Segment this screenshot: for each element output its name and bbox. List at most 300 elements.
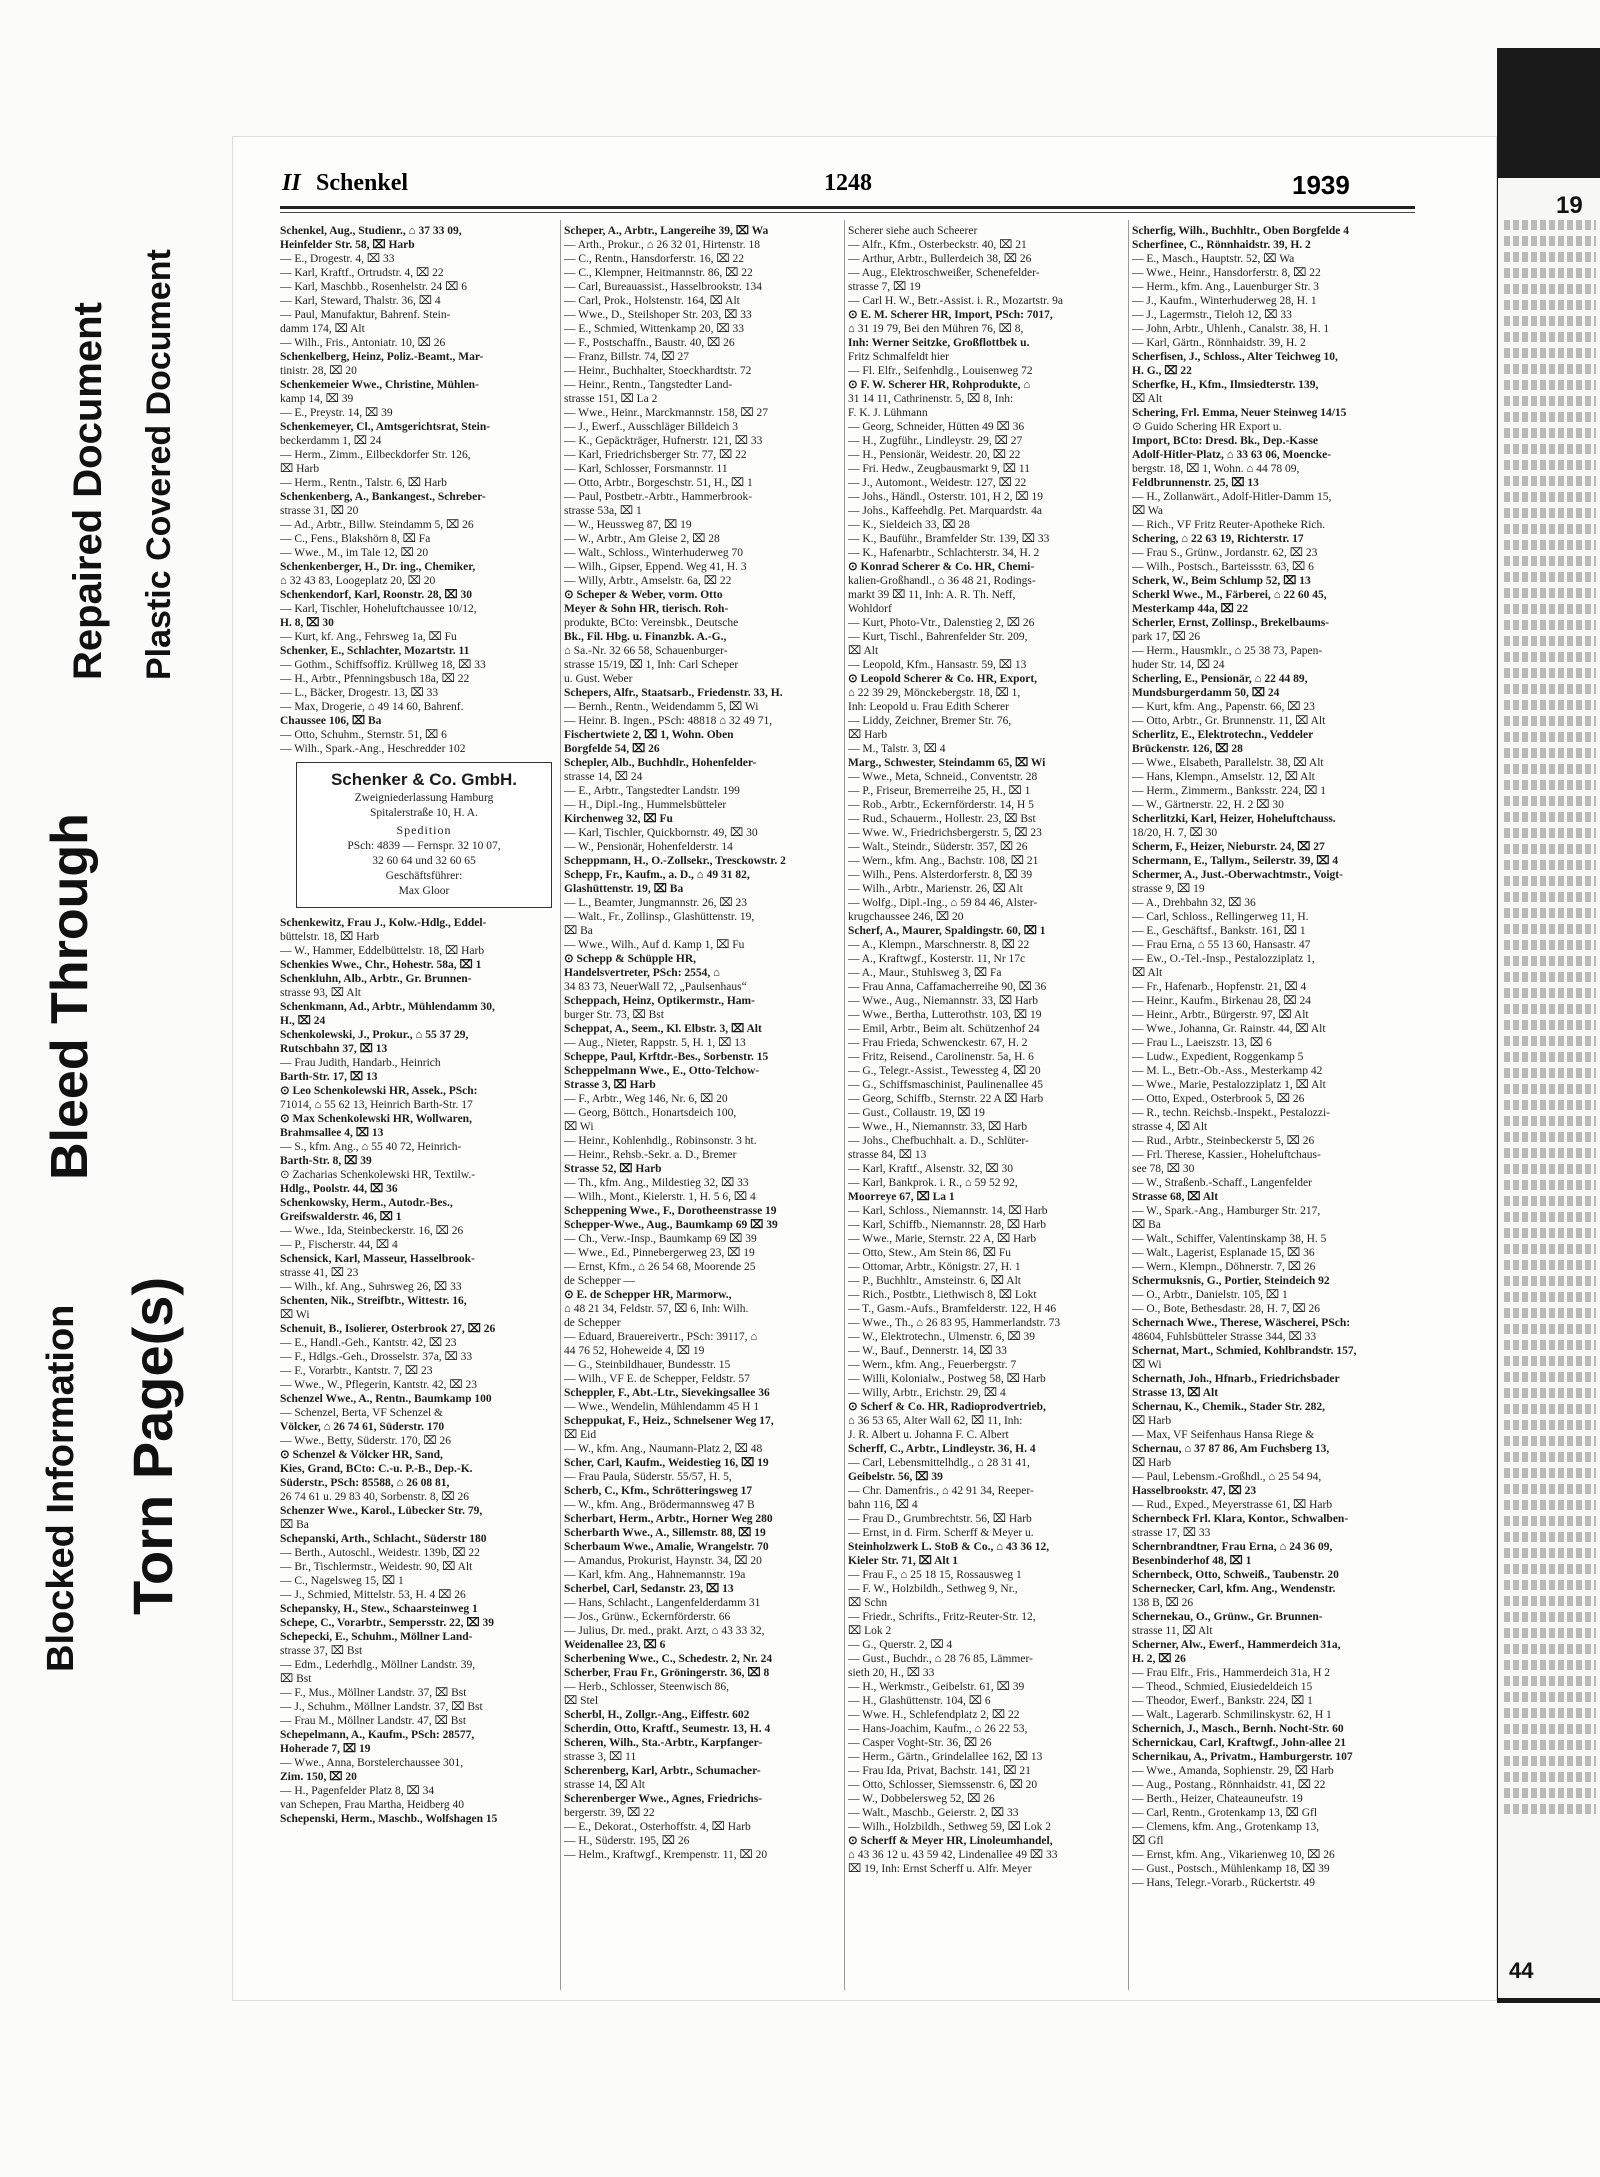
directory-entry-line: ⊙ E. de Schepper HR, Marmorw., (564, 1289, 732, 1301)
directory-entry-line: Schenkelberg, Heinz, Poliz.-Beamt., Mar- (280, 351, 484, 363)
schenker-advertisement (296, 762, 552, 908)
directory-entry-line: — A., Drehbahn 32, ⌧ 36 (1132, 897, 1256, 909)
directory-entry-line: ⊙ Zacharias Schenkolewski HR, Textilw.- (280, 1169, 476, 1181)
directory-entry-line: — Heinr., Rehsb.-Sekr. a. D., Bremer (564, 1149, 737, 1161)
directory-entry-line: Scherer siehe auch Scheerer (848, 225, 978, 237)
directory-entry-line: — Wwe., Johanna, Gr. Rainstr. 44, ⌧ Alt (1132, 1023, 1326, 1035)
directory-entry-line: Schenker, E., Schlachter, Mozartstr. 11 (280, 645, 470, 657)
directory-entry-line: — Liddy, Zeichner, Bremer Str. 76, (848, 715, 1012, 727)
directory-entry-line: Bk., Fil. Hbg. u. Finanzbk. A.-G., (564, 631, 727, 643)
directory-entry-line: krugchaussee 246, ⌧ 20 (848, 911, 964, 923)
directory-entry-line: ⌧ Harb (280, 463, 320, 475)
directory-entry-line: — Hans, Schlacht., Langenfelderdamm 31 (564, 1597, 761, 1609)
directory-entry-line: Schepe, C., Vorarbtr., Sempersstr. 22, ⌧ 39 (280, 1617, 494, 1629)
directory-entry-line: — J., Lagermstr., Tieloh 12, ⌧ 33 (1132, 309, 1292, 321)
volume-roman: II (282, 170, 301, 196)
directory-entry-line: kalien-Großhandl., ⌂ 36 48 21, Rodings- (848, 575, 1036, 587)
directory-entry-line: strasse 17, ⌧ 33 (1132, 1527, 1211, 1539)
directory-entry-line: — Br., Tischlermstr., Weidestr. 90, ⌧ Alt (280, 1561, 473, 1573)
directory-entry-line: — Wern., kfm. Ang., Bachstr. 108, ⌧ 21 (848, 855, 1039, 867)
directory-entry-line: — G., Querstr. 2, ⌧ 4 (848, 1639, 953, 1651)
directory-entry-line: — O., Arbtr., Danielstr. 105, ⌧ 1 (1132, 1289, 1288, 1301)
directory-entry-line: Schenkendorf, Karl, Roonstr. 28, ⌧ 30 (280, 589, 473, 601)
directory-entry-line: — Wwe., D., Steilshoper Str. 203, ⌧ 33 (564, 309, 752, 321)
directory-entry-line: Scherbel, Carl, Sedanstr. 23, ⌧ 13 (564, 1583, 734, 1595)
directory-entry-line: — E., Geschäftsf., Bankstr. 161, ⌧ 1 (1132, 925, 1306, 937)
directory-entry-line: Schepansky, H., Stew., Schaarsteinweg 1 (280, 1603, 478, 1615)
directory-entry-line: Scherner, Alw., Ewerf., Hammerdeich 31a, (1132, 1639, 1341, 1651)
directory-entry-line: tinistr. 28, ⌧ 20 (280, 365, 357, 377)
directory-entry-line: — Frau Erna, ⌂ 55 13 60, Hansastr. 47 (1132, 939, 1311, 951)
directory-entry-line: Scheppat, A., Seem., Kl. Elbstr. 3, ⌧ Alt (564, 1023, 762, 1035)
directory-entry-line: ⌧ Wa (1132, 505, 1163, 517)
directory-entry-line: — A., Kraftwgf., Kosterstr. 11, Nr 17c (848, 953, 1026, 965)
directory-entry-line: — Walt., Lagerarb. Schmilinskystr. 62, H 1 (1132, 1709, 1332, 1721)
directory-entry-line: ⌧ Wi (280, 1309, 310, 1321)
directory-entry-line: Scherff, C., Arbtr., Lindleystr. 36, H. 4 (848, 1443, 1036, 1455)
directory-entry-line: — Gust., Buchdr., ⌂ 28 76 85, Lämmer- (848, 1653, 1033, 1665)
directory-entry-line: Schernbeck, Otto, Schweiß., Taubenstr. 20 (1132, 1569, 1339, 1581)
directory-entry-line: 138 B, ⌧ 26 (1132, 1597, 1194, 1609)
directory-entry-line: Wohldorf (848, 603, 892, 615)
directory-entry-line: — C., Klempner, Heitmannstr. 86, ⌧ 22 (564, 267, 753, 279)
directory-entry-line: ⊙ F. W. Scherer HR, Rohprodukte, ⌂ (848, 379, 1031, 391)
directory-entry-line: — Wilh., Postsch., Barteissstr. 63, ⌧ 6 (1132, 561, 1314, 573)
directory-entry-line: — Frau D., Grumbrechtstr. 56, ⌧ Harb (848, 1513, 1032, 1525)
directory-entry-line: Weidenallee 23, ⌧ 6 (564, 1639, 666, 1651)
directory-entry-line: — Ew., O.-Tel.-Insp., Pestalozziplatz 1, (1132, 953, 1315, 965)
directory-entry-line: Schenzel Wwe., A., Rentn., Baumkamp 100 (280, 1393, 492, 1405)
bleed-through-label: Bleed Through (41, 813, 99, 1180)
directory-entry-line: 34 83 73, NeuerWall 72, „Paulsenhaus“ (564, 981, 747, 993)
directory-entry-line: Schenuit, B., Isolierer, Osterbrook 27, ⌧ 26 (280, 1323, 496, 1335)
directory-entry-line: Barth-Str. 17, ⌧ 13 (280, 1071, 378, 1083)
directory-entry-line: bergerstr. 39, ⌧ 22 (564, 1807, 655, 1819)
directory-entry-line: strasse 14, ⌧ Alt (564, 1779, 645, 1791)
directory-entry-line: — Carl, Bureauassist., Hasselbrookstr. 134 (564, 281, 763, 293)
directory-entry-line: — W., Bauf., Dennerstr. 14, ⌧ 33 (848, 1345, 1007, 1357)
directory-entry-line: — Heinr. B. Ingen., PSch: 48818 ⌂ 32 49 71, (564, 715, 773, 727)
directory-entry-line: — H., Werkmstr., Geibelstr. 61, ⌧ 39 (848, 1681, 1025, 1693)
directory-entry-line: Chaussee 106, ⌧ Ba (280, 715, 382, 727)
directory-entry-line: strasse 41, ⌧ 23 (280, 1267, 359, 1279)
column-1-entries-top (280, 224, 556, 756)
directory-entry-line: — Herm., Zimmerm., Banksstr. 224, ⌧ 1 (1132, 785, 1327, 797)
directory-entry-line: Barth-Str. 8, ⌧ 39 (280, 1155, 372, 1167)
directory-entry-line: — Otto, Arbtr., Borgeschstr. 51, H., ⌧ 1 (564, 477, 753, 489)
directory-entry-line: Strasse 52, ⌧ Harb (564, 1163, 662, 1175)
directory-entry-line: strasse 11, ⌧ Alt (1132, 1625, 1213, 1637)
directory-entry-line: Kirchenweg 32, ⌧ Fu (564, 813, 673, 825)
directory-entry-line: Schenten, Nik., Streifbtr., Wittestr. 16, (280, 1295, 467, 1307)
directory-entry-line: — E., Preystr. 14, ⌧ 39 (280, 407, 393, 419)
directory-entry-line: — Wwe., Aug., Niemannstr. 33, ⌧ Harb (848, 995, 1038, 1007)
directory-entry-line: — Fri. Hedw., Zeugbausmarkt 9, ⌧ 11 (848, 463, 1030, 475)
ad-title: Schenker & Co. GmbH. (330, 770, 518, 789)
directory-entry-line: — J., Schmied, Mittelstr. 53, H. 4 ⌧ 26 (280, 1589, 466, 1601)
directory-entry-line: — Willi, Kolonialw., Postweg 58, ⌧ Harb (848, 1373, 1046, 1385)
directory-entry-line: — Wwe., M., im Tale 12, ⌧ 20 (280, 547, 429, 559)
directory-entry-line: — Wilh., kf. Ang., Suhrsweg 26, ⌧ 33 (280, 1281, 462, 1293)
directory-entry-line: Hdlg., Poolstr. 44, ⌧ 36 (280, 1183, 398, 1195)
directory-entry-line: see 78, ⌧ 30 (1132, 1163, 1195, 1175)
directory-entry-line: Scherlitzki, Karl, Heizer, Hoheluftchauss. (1132, 813, 1336, 825)
directory-entry-line: Glashüttenstr. 19, ⌧ Ba (564, 883, 684, 895)
directory-entry-line: H. G., ⌧ 22 (1132, 365, 1192, 377)
directory-entry-line: — Walt., Schloss., Winterhuderweg 70 (564, 547, 743, 559)
directory-entry-line: Schenkmann, Ad., Arbtr., Mühlendamm 30, (280, 1001, 495, 1013)
directory-entry-line: — Wilh., Holzbildh., Sethweg 59, ⌧ Lok 2 (848, 1821, 1051, 1833)
directory-entry-line: — Hans-Joachim, Kaufm., ⌂ 26 22 53, (848, 1723, 1028, 1735)
directory-entry-line: Scherenberg, Karl, Arbtr., Schumacher- (564, 1765, 761, 1777)
directory-entry-line: — C., Rentn., Hansdorferstr. 16, ⌧ 22 (564, 253, 744, 265)
directory-entry-line: Schernau, ⌂ 37 87 86, Am Fuchsberg 13, (1132, 1443, 1330, 1455)
directory-entry-line: — H., Pensionär, Weidestr. 20, ⌧ 22 (848, 449, 1021, 461)
directory-entry-line: — Rich., VF Fritz Reuter-Apotheke Rich. (1132, 519, 1326, 531)
directory-entry-line: Schering, ⌂ 22 63 19, Richterstr. 17 (1132, 533, 1304, 545)
directory-entry-line: — Carl H. W., Betr.-Assist. i. R., Mozartstr. 9a (848, 295, 1063, 307)
directory-entry-line: — Karl, Friedrichsberger Str. 77, ⌧ 22 (564, 449, 747, 461)
directory-entry-line: ⊙ Guido Schering HR Export u. (1132, 421, 1282, 433)
directory-entry-line: — Wwe. W., Friedrichsbergerstr. 5, ⌧ 23 (848, 827, 1042, 839)
directory-entry-line: H. 2, ⌧ 26 (1132, 1653, 1186, 1665)
directory-entry-line: — Arthur, Arbtr., Bullerdeich 38, ⌧ 26 (848, 253, 1032, 265)
directory-entry-line: ⌧ Ba (1132, 1219, 1161, 1231)
directory-entry-line: — Johs., Händl., Osterstr. 101, H 2, ⌧ 19 (848, 491, 1044, 503)
directory-entry-line: — Wilh., Gipser, Eppend. Weg 41, H. 3 (564, 561, 747, 573)
directory-entry-line: — Wilh., Mont., Kielerstr. 1, H. 5 6, ⌧ 4 (564, 1191, 756, 1203)
directory-entry-line: — Edm., Lederhdlg., Möllner Landstr. 39, (280, 1659, 476, 1671)
directory-entry-line: Scherfke, H., Kfm., Ilmsiedterstr. 139, (1132, 379, 1319, 391)
directory-entry-line: Adolf-Hitler-Platz, ⌂ 33 63 06, Moencke- (1132, 449, 1332, 461)
directory-entry-line: de Schepper — (564, 1275, 635, 1287)
directory-entry-line: — Karl, Maschbb., Rosenhelstr. 24 ⌧ 6 (280, 281, 468, 293)
directory-entry-line: Scherbart, Herm., Arbtr., Horner Weg 280 (564, 1513, 773, 1525)
directory-entry-line: strasse 53a, ⌧ 1 (564, 505, 642, 517)
directory-entry-line: strasse 9, ⌧ 19 (1132, 883, 1205, 895)
directory-entry-line: — Heinr., Rentn., Tangstedter Land- (564, 379, 733, 391)
directory-entry-line: strasse 15/19, ⌧ 1, Inh: Carl Scheper (564, 659, 739, 671)
directory-entry-line: — Kurt, kfm. Ang., Papenstr. 66, ⌧ 23 (1132, 701, 1315, 713)
directory-entry-line: — Berth., Heizer, Chateauneufstr. 19 (1132, 1793, 1303, 1805)
directory-entry-line: Schernecker, Carl, kfm. Ang., Wendenstr. (1132, 1583, 1336, 1595)
directory-entry-line: Schepler, Alb., Buchhdlr., Hohenfelder- (564, 757, 757, 769)
column-4 (1132, 224, 1408, 1989)
column-1-entries-bottom (280, 916, 556, 1826)
blocked-information-label: Blocked Information (40, 1304, 82, 1672)
directory-entry-line: — P., Buchhltr., Amsteinstr. 6, ⌧ Alt (848, 1275, 1021, 1287)
directory-entry-line: — Fritz, Reisend., Carolinenstr. 5a, H. 6 (848, 1051, 1034, 1063)
directory-entry-line: — C., Fens., Blakshörn 8, ⌧ Fa (280, 533, 431, 545)
directory-entry-line: — Ernst, Kfm., ⌂ 26 54 68, Moorende 25 (564, 1261, 756, 1273)
directory-entry-line: ⌂ 48 21 34, Feldstr. 57, ⌧ 6, Inh: Wilh. (564, 1303, 749, 1315)
directory-entry-line: — G., Steinbildhauer, Bundesstr. 15 (564, 1359, 731, 1371)
directory-entry-line: — Wwe., Heinr., Marckmannstr. 158, ⌧ 27 (564, 407, 769, 419)
directory-entry-line: — Herm., Gärtn., Grindelallee 162, ⌧ 13 (848, 1751, 1043, 1763)
ad-branch: Zweigniederlassung Hamburg (354, 792, 494, 804)
directory-entry-line: Moorreye 67, ⌧ La 1 (848, 1191, 955, 1203)
directory-entry-line: — Wwe., Ed., Pinnebergerweg 23, ⌧ 19 (564, 1247, 755, 1259)
directory-entry-line: — Johs., Kaffeehdlg. Pet. Marquardstr. 4a (848, 505, 1042, 517)
directory-entry-line: sieth 20, H., ⌧ 33 (848, 1667, 935, 1679)
directory-entry-line: — W., Straßenb.-Schaff., Langenfelder (1132, 1177, 1312, 1189)
directory-entry-line: — Fr., Hafenarb., Hopfenstr. 21, ⌧ 4 (1132, 981, 1307, 993)
directory-entry-line: — W., Elektrotechn., Ulmenstr. 6, ⌧ 39 (848, 1331, 1036, 1343)
directory-entry-line: Scherfig, Wilh., Buchhltr., Oben Borgfelde 4 (1132, 225, 1350, 237)
directory-entry-line: — G., Schiffsmaschinist, Paulinenallee 45 (848, 1079, 1043, 1091)
directory-entry-line: — Georg, Schneider, Hütten 49 ⌧ 36 (848, 421, 1025, 433)
directory-entry-line: — Wwe., W., Pflegerin, Kantstr. 42, ⌧ 23 (280, 1379, 478, 1391)
directory-entry-line: — Wwe., Marie, Sternstr. 22 A, ⌧ Harb (848, 1233, 1037, 1245)
directory-entry-line: — Karl, Gärtn., Rönnhaidstr. 39, H. 2 (1132, 337, 1306, 349)
directory-entry-line: ⌧ Wi (1132, 1359, 1162, 1371)
directory-entry-line: van Schepen, Frau Martha, Heidberg 40 (280, 1799, 465, 1811)
directory-entry-line: — Wwe., Anna, Borstelerchaussee 301, (280, 1757, 464, 1769)
directory-entry-line: — Ch., Verw.-Insp., Baumkamp 69 ⌧ 39 (564, 1233, 757, 1245)
directory-entry-line: Schernach Wwe., Therese, Wäscherei, PSch: (1132, 1317, 1351, 1329)
directory-entry-line: — Heinr., Kaufm., Birkenau 28, ⌧ 24 (1132, 995, 1312, 1007)
directory-entry-line: Schenkel, Aug., Studienr., ⌂ 37 33 09, (280, 225, 462, 237)
directory-entry-line: — Paul, Manufaktur, Bahrenf. Stein- (280, 309, 451, 321)
directory-entry-line: — Franz, Billstr. 74, ⌧ 27 (564, 351, 690, 363)
directory-entry-line: — L., Bäcker, Drogestr. 13, ⌧ 33 (280, 687, 439, 699)
directory-entry-line: strasse 4, ⌧ Alt (1132, 1121, 1208, 1133)
directory-entry-line: — A., Klempn., Marschnerstr. 8, ⌧ 22 (848, 939, 1030, 951)
directory-entry-line: — Emil, Arbtr., Beim alt. Schützenhof 24 (848, 1023, 1040, 1035)
directory-entry-line: — Hans, Klempn., Amselstr. 12, ⌧ Alt (1132, 771, 1315, 783)
directory-entry-line: — Aug., Nieter, Rappstr. 5, H. 1, ⌧ 13 (564, 1037, 746, 1049)
directory-entry-line: Schepanski, Arth., Schlacht., Süderstr 180 (280, 1533, 487, 1545)
directory-entry-line: — Frau Anna, Caffamacherreihe 90, ⌧ 36 (848, 981, 1047, 993)
directory-entry-line: strasse 14, ⌧ 24 (564, 771, 643, 783)
directory-entry-line: Scherenberger Wwe., Agnes, Friedrichs- (564, 1793, 763, 1805)
directory-entry-line: — Max, Drogerie, ⌂ 49 14 60, Bahrenf. (280, 701, 464, 713)
header-keyword: Schenkel (316, 170, 409, 196)
directory-entry-line: — Alfr., Kfm., Osterbeckstr. 40, ⌧ 21 (848, 239, 1027, 251)
directory-entry-line: — T., Gasm.-Aufs., Bramfelderstr. 122, H 46 (848, 1303, 1057, 1315)
directory-entry-line: strasse 84, ⌧ 13 (848, 1149, 927, 1161)
directory-entry-line: Schernikau, A., Privatm., Hamburgerstr. 107 (1132, 1751, 1353, 1763)
directory-entry-line: — Kurt, Photo-Vtr., Dalenstieg 2, ⌧ 26 (848, 617, 1035, 629)
ad-phone: PSch: 4839 — Fernspr. 32 10 07, (347, 840, 501, 852)
directory-entry-line: — Eduard, Brauereivertr., PSch: 39117, ⌂ (564, 1331, 758, 1343)
directory-entry-line: Schepp, Fr., Kaufm., a. D., ⌂ 49 31 82, (564, 869, 750, 881)
directory-entry-line: — K., Hafenarbtr., Schlachterstr. 34, H. 2 (848, 547, 1040, 559)
directory-entry-line: ⌂ 31 19 79, Bei den Mühren 76, ⌧ 8, (848, 323, 1024, 335)
directory-entry-line: Scheppach, Heinz, Optikermstr., Ham- (564, 995, 755, 1007)
directory-entry-line: ⌧ Alt (1132, 967, 1163, 979)
directory-entry-line: strasse 7, ⌧ 19 (848, 281, 921, 293)
directory-entry-line: Scheppler, F., Abt.-Ltr., Sievekingsallee 36 (564, 1387, 770, 1399)
column-divider (560, 220, 561, 1990)
directory-entry-line: — Wwe., Meta, Schneid., Conventstr. 28 (848, 771, 1038, 783)
directory-entry-line: — Theodor, Ewerf., Bankstr. 224, ⌧ 1 (1132, 1695, 1313, 1707)
column-divider (1128, 220, 1129, 1990)
directory-entry-line: Import, BCto: Dresd. Bk., Dep.-Kasse (1132, 435, 1319, 447)
ad-manager-label: Geschäftsführer: (385, 870, 463, 882)
directory-entry-line: Schernbrandtner, Frau Erna, ⌂ 24 36 09, (1132, 1541, 1333, 1553)
plastic-covered-label: Plastic Covered Document (140, 249, 178, 680)
directory-entry-line: — F. W., Holzbildh., Sethweg 9, Nr., (848, 1583, 1018, 1595)
repaired-document-label: Repaired Document (66, 302, 110, 680)
directory-entry-line: Scheper, A., Arbtr., Langereihe 39, ⌧ Wa (564, 225, 769, 237)
directory-entry-line: — Walt., Schiffer, Valentinskamp 38, H. 5 (1132, 1233, 1327, 1245)
directory-entry-line: ⌧ Alt (848, 645, 879, 657)
directory-entry-line: Meyer & Sohn HR, tierisch. Roh- (564, 603, 729, 615)
directory-entry-line: — W., Arbtr., Am Gleise 2, ⌧ 28 (564, 533, 720, 545)
directory-entry-line: — Karl, Schlosser, Forsmannstr. 11 (564, 463, 728, 475)
directory-entry-line: Inh: Leopold u. Frau Edith Scherer (848, 701, 1009, 713)
directory-entry-line: — Heinr., Arbtr., Bürgerstr. 97, ⌧ Alt (1132, 1009, 1309, 1021)
directory-entry-line: — Gust., Collaustr. 19, ⌧ 19 (848, 1107, 985, 1119)
directory-entry-line: Schenkolewski, J., Prokur., ⌂ 55 37 29, (280, 1029, 469, 1041)
directory-entry-line: — R., techn. Reichsb.-Inspekt., Pestalozzi- (1132, 1107, 1331, 1119)
directory-entry-line: — Hans, Telegr.-Vorarb., Rückertstr. 49 (1132, 1877, 1316, 1889)
directory-entry-line: Marg., Schwester, Steindamm 65, ⌧ Wi (848, 757, 1046, 769)
directory-entry-line: — Johs., Chefbuchhalt. a. D., Schlüter- (848, 1135, 1029, 1147)
directory-entry-line: damm 174, ⌧ Alt (280, 323, 365, 335)
directory-entry-line: Fischertwiete 2, ⌧ 1, Wohn. Oben (564, 729, 734, 741)
directory-entry-line: Scherm, F., Heizer, Nieburstr. 24, ⌧ 27 (1132, 841, 1325, 853)
directory-entry-line: — Otto, Schuhm., Sternstr. 51, ⌧ 6 (280, 729, 447, 741)
directory-entry-line: — Herm., Hausmklr., ⌂ 25 38 73, Papen- (1132, 645, 1323, 657)
directory-entry-line: Schenkemeyer, Cl., Amtsgerichtsrat, Stein- (280, 421, 491, 433)
directory-entry-line: ⌂ 43 36 12 u. 43 59 42, Lindenallee 49 ⌧ 33 (848, 1849, 1058, 1861)
directory-entry-line: — W., kfm. Ang., Brödermannsweg 47 B (564, 1499, 755, 1511)
directory-entry-line: — Ad., Arbtr., Billw. Steindamm 5, ⌧ 26 (280, 519, 474, 531)
header-rule (280, 206, 1415, 209)
header-rule-thin (280, 212, 1415, 213)
directory-entry-line: ⌧ Alt (1132, 393, 1163, 405)
directory-entry-line: — Karl, kfm. Ang., Hahnemannstr. 19a (564, 1569, 746, 1581)
directory-entry-line: — Gust., Postsch., Mühlenkamp 18, ⌧ 39 (1132, 1863, 1330, 1875)
directory-entry-line: — Frl. Therese, Kassier., Hoheluftchaus- (1132, 1149, 1321, 1161)
directory-entry-line: burger Str. 73, ⌧ Bst (564, 1009, 664, 1021)
directory-entry-line: — Frau Ida, Privat, Bachstr. 141, ⌧ 21 (848, 1765, 1031, 1777)
directory-entry-line: bahn 116, ⌧ 4 (848, 1499, 918, 1511)
directory-entry-line: Scherfisen, J., Schloss., Alter Teichweg 10, (1132, 351, 1338, 363)
directory-entry-line: — Wwe., Wilh., Auf d. Kamp 1, ⌧ Fu (564, 939, 745, 951)
directory-entry-line: — E., Masch., Hauptstr. 52, ⌧ Wa (1132, 253, 1295, 265)
directory-entry-line: — F., Postschaffn., Baustr. 40, ⌧ 26 (564, 337, 735, 349)
directory-entry-line: Scherlitz, E., Elektrotechn., Veddeler (1132, 729, 1314, 741)
directory-entry-line: — M., Talstr. 3, ⌧ 4 (848, 743, 946, 755)
directory-entry-line: Schenkenberg, A., Bankangest., Schreber- (280, 491, 486, 503)
directory-entry-line: Scherf, A., Maurer, Spaldingstr. 60, ⌧ 1 (848, 925, 1046, 937)
directory-entry-line: ⊙ Leo Schenkolewski HR, Assek., PSch: (280, 1085, 478, 1097)
directory-entry-line: ⌧ 19, Inh: Ernst Scherff u. Alfr. Meyer (848, 1863, 1032, 1875)
directory-entry-line: Scheppelmann Wwe., E., Otto-Telchow- (564, 1065, 760, 1077)
directory-entry-line: — Clemens, kfm. Ang., Grotenkamp 13, (1132, 1821, 1320, 1833)
directory-entry-line: Rutschbahn 37, ⌧ 13 (280, 1043, 388, 1055)
next-page-number: 44 (1509, 1958, 1534, 1983)
directory-entry-line: — Willy, Arbtr., Erichstr. 29, ⌧ 4 (848, 1387, 1006, 1399)
directory-entry-line: park 17, ⌧ 26 (1132, 631, 1201, 643)
directory-entry-line: ⌧ Bst (280, 1673, 312, 1685)
directory-entry-line: — K., Gepäckträger, Hufnerstr. 121, ⌧ 33 (564, 435, 763, 447)
directory-entry-line: — Karl, Kraftf., Alsenstr. 32, ⌧ 30 (848, 1163, 1013, 1175)
directory-page (232, 136, 1497, 2001)
directory-entry-line: Scheppmann, H., O.-Zollsekr., Tresckowstr. 2 (564, 855, 786, 867)
directory-entry-line: — W., Heussweg 87, ⌧ 19 (564, 519, 692, 531)
directory-entry-line: Scher, Carl, Kaufm., Weidestieg 16, ⌧ 19 (564, 1457, 769, 1469)
directory-entry-line: — Chr. Damenfris., ⌂ 42 91 34, Reeper- (848, 1485, 1034, 1497)
ad-service: Spedition (396, 823, 452, 837)
directory-entry-line: — L., Beamter, Jungmannstr. 26, ⌧ 23 (564, 897, 748, 909)
directory-entry-line: — H., Glashüttenstr. 104, ⌧ 6 (848, 1695, 991, 1707)
directory-entry-line: Scherbl, H., Zollgr.-Ang., Eiffestr. 602 (564, 1709, 750, 1721)
directory-entry-line: — Wwe., Bertha, Lutterothstr. 103, ⌧ 19 (848, 1009, 1042, 1021)
directory-entry-line: — K., Bauführ., Bramfelder Str. 139, ⌧ 33 (848, 533, 1050, 545)
directory-entry-line: 26 74 61 u. 29 83 40, Sorbenstr. 8, ⌧ 26 (280, 1491, 469, 1503)
directory-entry-line: 71014, ⌂ 55 62 13, Heinrich Barth-Str. 17 (280, 1099, 473, 1111)
directory-entry-line: — Kurt, kf. Ang., Fehrsweg 1a, ⌧ Fu (280, 631, 457, 643)
directory-entry-line: — Frau M., Möllner Landstr. 47, ⌧ Bst (280, 1715, 467, 1727)
directory-entry-line: — Ludw., Expedient, Roggenkamp 5 (1132, 1051, 1304, 1063)
directory-entry-line: ⌧ Lok 2 (848, 1625, 892, 1637)
directory-entry-line: — Carl, Schloss., Rellingerweg 11, H. (1132, 911, 1309, 923)
directory-entry-line: Hasselbrookstr. 47, ⌧ 23 (1132, 1485, 1257, 1497)
directory-entry-line: — Ottomar, Arbtr., Königstr. 27, H. 1 (848, 1261, 1021, 1273)
directory-entry-line: — Carl, Prok., Holstenstr. 164, ⌧ Alt (564, 295, 740, 307)
directory-entry-line: — Paul, Lebensm.-Großhdl., ⌂ 25 54 94, (1132, 1471, 1322, 1483)
directory-entry-line: Schenkewitz, Frau J., Kolw.-Hdlg., Eddel- (280, 917, 487, 929)
directory-entry-line: F. K. J. Lühmann (848, 407, 928, 419)
directory-entry-line: Scherkl Wwe., M., Färberei, ⌂ 22 60 45, (1132, 589, 1327, 601)
directory-entry-line: — Otto, Schlosser, Siemssenstr. 6, ⌧ 20 (848, 1779, 1038, 1791)
directory-entry-line: Schernath, Joh., Hfnarb., Friedrichsbader (1132, 1373, 1340, 1385)
directory-entry-line: — H., Pagenfelder Platz 8, ⌧ 34 (280, 1785, 435, 1797)
directory-entry-line: — Wwe., Heinr., Hansdorferstr. 8, ⌧ 22 (1132, 267, 1321, 279)
directory-entry-line: ⌂ 32 43 83, Loogeplatz 20, ⌧ 20 (280, 575, 436, 587)
directory-entry-line: — Wilh., VF E. de Schepper, Feldstr. 57 (564, 1373, 750, 1385)
directory-entry-line: produkte, BCto: Vereinsbk., Deutsche (564, 617, 739, 629)
directory-entry-line: ⊙ Scheper & Weber, vorm. Otto (564, 589, 723, 601)
directory-entry-line: — Willy, Arbtr., Amselstr. 6a, ⌧ 22 (564, 575, 732, 587)
directory-entry-line: — Wilh., Pens. Alsterdorferstr. 8, ⌧ 39 (848, 869, 1033, 881)
directory-entry-line: — Rud., Arbtr., Steinbeckerstr 5, ⌧ 26 (1132, 1135, 1315, 1147)
directory-entry-line: kamp 14, ⌧ 39 (280, 393, 354, 405)
directory-entry-line: — Berth., Autoschl., Weidestr. 139b, ⌧ 22 (280, 1547, 480, 1559)
directory-entry-line: Scheren, Wilh., Sta.-Arbtr., Karpfanger- (564, 1737, 763, 1749)
directory-entry-line: — J., Automont., Weidestr. 127, ⌧ 22 (848, 477, 1027, 489)
directory-entry-line: — Ernst, kfm. Ang., Vikarienweg 10, ⌧ 26 (1132, 1849, 1335, 1861)
directory-entry-line: — Karl, Schiffb., Niemannstr. 28, ⌧ Harb (848, 1219, 1046, 1231)
directory-entry-line: — Frau L., Laeiszstr. 13, ⌧ 6 (1132, 1037, 1272, 1049)
directory-entry-line: ⊙ Leopold Scherer & Co. HR, Export, (848, 673, 1038, 685)
directory-entry-line: — Kurt, Tischl., Bahrenfelder Str. 209, (848, 631, 1028, 643)
directory-entry-line: — Rud., Exped., Meyerstrasse 61, ⌧ Harb (1132, 1499, 1333, 1511)
page-number: 1248 (824, 170, 872, 196)
directory-entry-line: — Rob., Arbtr., Eckernförderstr. 14, H 5 (848, 799, 1034, 811)
directory-entry-line: — Aug., Elektroschweißer, Schenefelder- (848, 267, 1040, 279)
directory-entry-line: — Wilh., Fris., Antoniatr. 10, ⌧ 26 (280, 337, 446, 349)
directory-entry-line: — W., Hammer, Eddelbüttelstr. 18, ⌧ Harb (280, 945, 485, 957)
directory-entry-line: — Paul, Postbetr.-Arbtr., Hammerbrook- (564, 491, 753, 503)
directory-entry-line: — Frau S., Grünw., Jordanstr. 62, ⌧ 23 (1132, 547, 1318, 559)
directory-entry-line: Scherb, C., Kfm., Schrötteringsweg 17 (564, 1485, 753, 1497)
directory-entry-line: — C., Nagelsweg 15, ⌧ 1 (280, 1575, 404, 1587)
directory-entry-line: — Karl, Kraftf., Ortrudstr. 4, ⌧ 22 (280, 267, 444, 279)
directory-entry-line: — W., Pensionär, Hohenfelderstr. 14 (564, 841, 733, 853)
directory-entry-line: — Carl, Rentn., Grotenkamp 13, ⌧ Gfl (1132, 1807, 1318, 1819)
directory-entry-line: 44 76 52, Hoheweide 4, ⌧ 19 (564, 1345, 705, 1357)
directory-entry-line: Schermuksnis, G., Portier, Steindeich 92 (1132, 1275, 1330, 1287)
directory-entry-line: — P., Fischerstr. 44, ⌧ 4 (280, 1239, 398, 1251)
torn-pages-label: Torn Page(s) (121, 1276, 184, 1615)
directory-entry-line: — Helm., Kraftwgf., Krempenstr. 11, ⌧ 20 (564, 1849, 768, 1861)
directory-entry-line: ⌂ Sa.-Nr. 32 66 58, Schauenburger- (564, 645, 728, 657)
